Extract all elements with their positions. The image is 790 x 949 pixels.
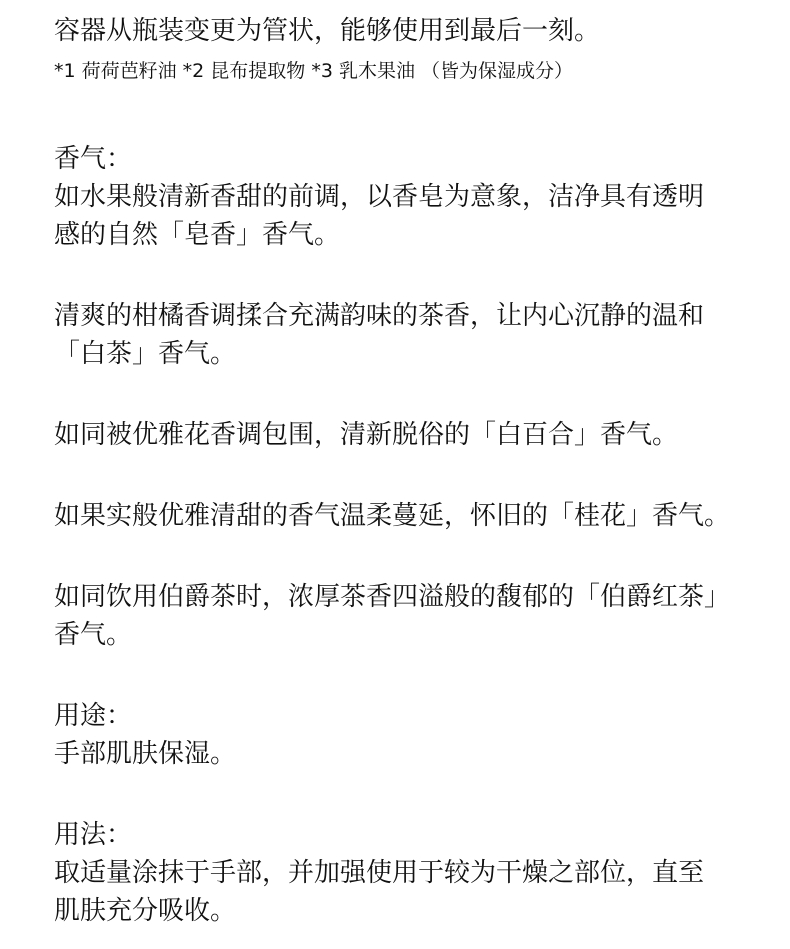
fragrance-white-tea-line1: 清爽的柑橘香调揉合充满韵味的茶香，让内心沉静的温和 (54, 301, 705, 331)
ingredient-footnote: *1 荷荷芭籽油 *2 昆布提取物 *3 乳木果油 （皆为保湿成分） (54, 60, 574, 82)
method-heading: 用法： (54, 820, 133, 850)
method-text-line2: 肌肤充分吸收。 (54, 896, 237, 926)
usage-text: 手部肌肤保湿。 (54, 739, 237, 769)
fragrance-earl-grey-line1: 如同饮用伯爵茶时，浓厚茶香四溢般的馥郁的「伯爵红茶」 (54, 582, 731, 612)
fragrance-osmanthus: 如果实般优雅清甜的香气温柔蔓延，怀旧的「桂花」香气。 (54, 501, 731, 531)
fragrance-heading: 香气： (54, 144, 133, 174)
fragrance-white-lily: 如同被优雅花香调包围，清新脱俗的「白百合」香气。 (54, 420, 679, 450)
fragrance-soap-line2: 感的自然「皂香」香气。 (54, 220, 341, 250)
method-text-line1: 取适量涂抹于手部，并加强使用于较为干燥之部位，直至 (54, 858, 705, 888)
usage-heading: 用途： (54, 701, 133, 731)
container-description: 容器从瓶装变更为管状，能够使用到最后一刻。 (54, 16, 601, 46)
fragrance-white-tea-line2: 「白茶」香气。 (54, 339, 237, 369)
fragrance-earl-grey-line2: 香气。 (54, 620, 133, 650)
fragrance-soap-line1: 如水果般清新香甜的前调，以香皂为意象，洁净具有透明 (54, 182, 705, 212)
